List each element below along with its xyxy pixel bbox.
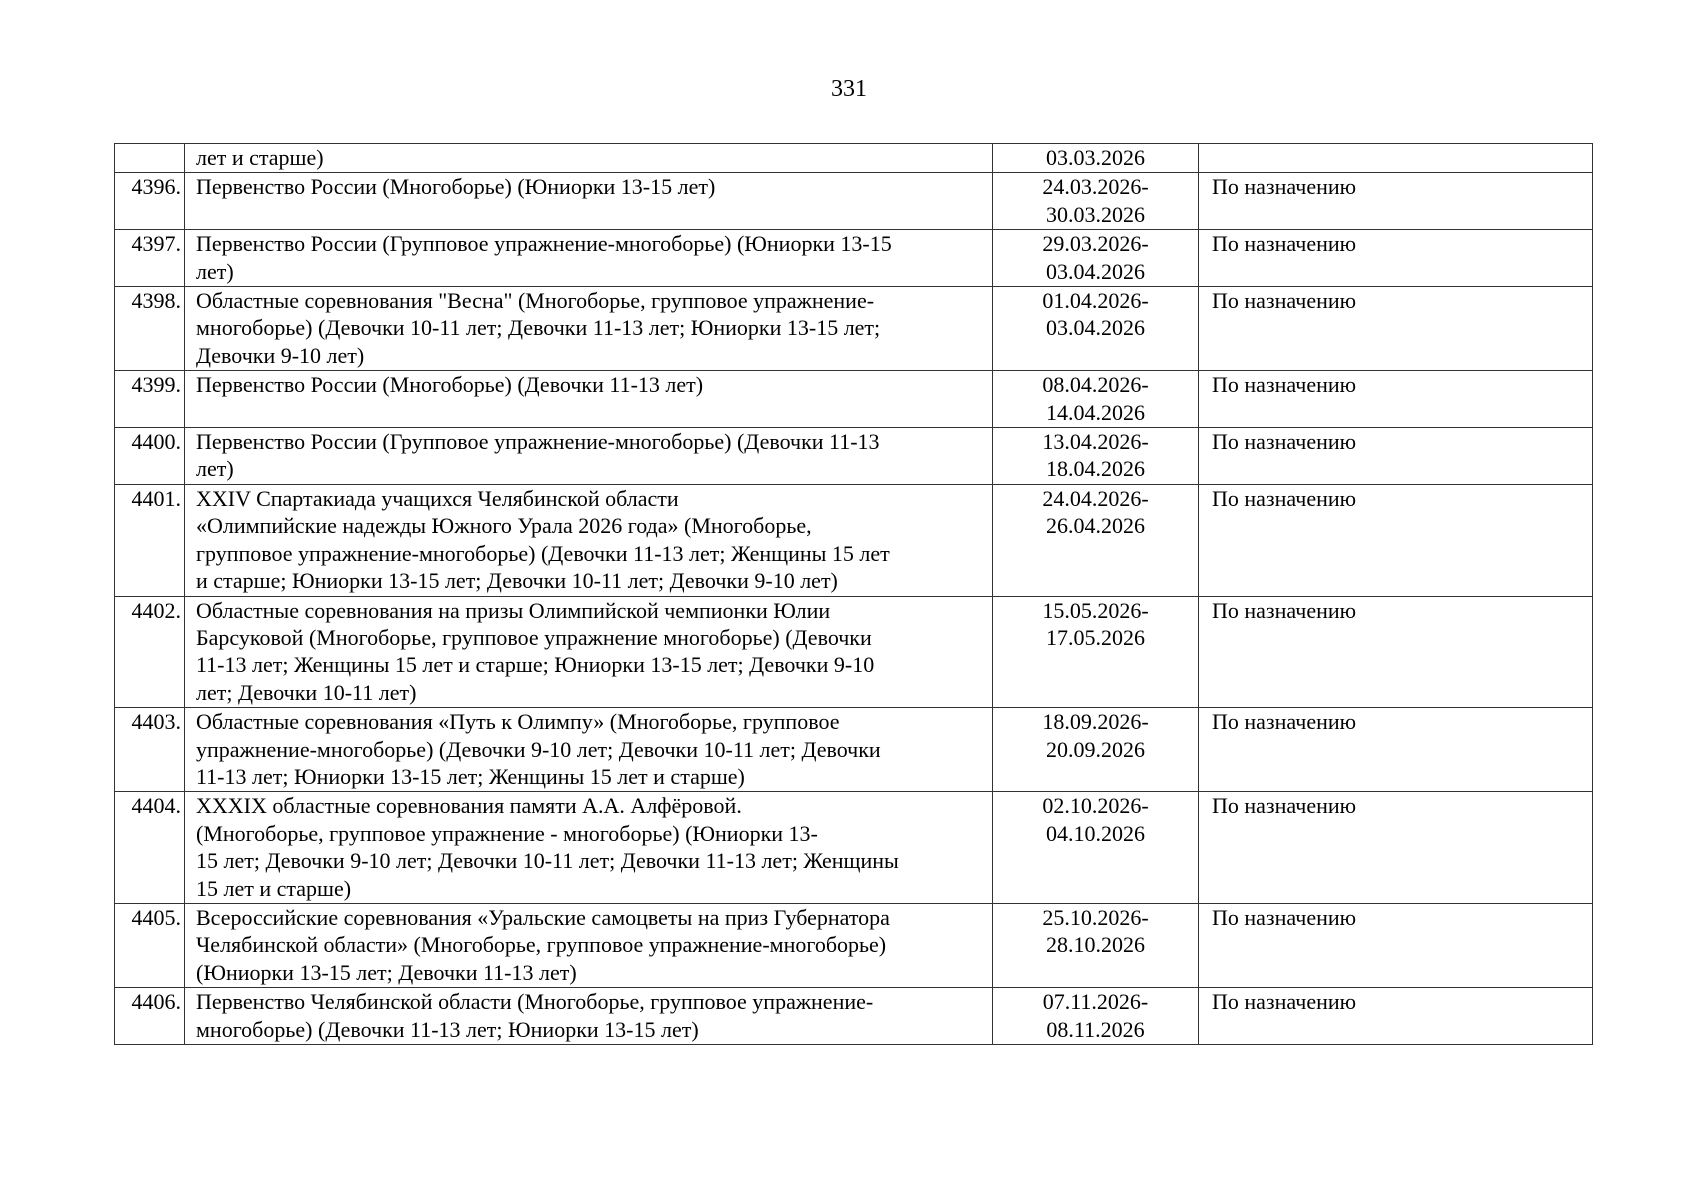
event-dates <box>993 988 1199 1045</box>
event-date-line: 24.03.2026- <box>1042 174 1149 200</box>
event-place: По назначению <box>1199 903 1593 987</box>
event-name-line: 11-13 лет; Женщины 15 лет и старше; Юниорки 13-15 лет; Девочки 9-10 <box>196 652 875 678</box>
event-date-line: 15.05.2026- <box>1042 597 1149 623</box>
event-name-line: Первенство России (Групповое упражнение-многоборье) (Юниорки 13-15 <box>196 231 892 257</box>
event-name-line: Первенство России (Многоборье) (Юниорки 13-15 лет) <box>196 174 716 200</box>
event-name-line: Первенство России (Многоборье) (Девочки 11-13 лет) <box>196 372 704 398</box>
event-date-line: 03.03.2026 <box>1046 145 1145 170</box>
event-date-line: 08.11.2026 <box>1046 1016 1145 1042</box>
event-date-line: 13.04.2026- <box>1042 429 1149 455</box>
event-number: 4400. <box>115 428 185 485</box>
table-row <box>115 903 1593 987</box>
event-name-line: Челябинской области» (Многоборье, групповое упражнение-многоборье) <box>196 932 887 958</box>
event-name-line: Областные соревнования "Весна" (Многоборье, групповое упражнение- <box>196 288 875 314</box>
event-date-line: 30.03.2026 <box>1046 201 1145 227</box>
event-name-line: многоборье) (Девочки 11-13 лет; Юниорки 13-15 лет) <box>196 1016 699 1042</box>
event-dates <box>993 173 1199 230</box>
event-name <box>185 792 993 904</box>
event-dates <box>993 287 1199 371</box>
event-place <box>1199 144 1593 173</box>
event-name <box>185 596 993 708</box>
event-name <box>185 428 993 485</box>
event-name-line: Девочки 9-10 лет) <box>196 342 365 368</box>
event-place: По назначению <box>1199 596 1593 708</box>
events-table-body <box>115 144 1593 1045</box>
event-place: По назначению <box>1199 792 1593 904</box>
event-place: По назначению <box>1199 230 1593 287</box>
event-dates <box>993 230 1199 287</box>
table-row <box>115 988 1593 1045</box>
event-name <box>185 371 993 428</box>
event-date-line: 17.05.2026 <box>1046 624 1145 650</box>
event-name-line: 15 лет и старше) <box>196 875 352 901</box>
event-number: 4398. <box>115 287 185 371</box>
table-row <box>115 792 1593 904</box>
event-date-line: 02.10.2026- <box>1042 793 1149 819</box>
event-dates <box>993 371 1199 428</box>
event-name-line: и старше; Юниорки 13-15 лет; Девочки 10-11 лет; Девочки 9-10 лет) <box>196 568 838 594</box>
event-place: По назначению <box>1199 428 1593 485</box>
event-place: По назначению <box>1199 287 1593 371</box>
event-name-line: (Многоборье, групповое упражнение - многоборье) (Юниорки 13- <box>196 820 818 846</box>
event-name <box>185 287 993 371</box>
event-dates <box>993 903 1199 987</box>
event-date-line: 24.04.2026- <box>1042 485 1149 511</box>
event-name-line: XXXIX областные соревнования памяти А.А. Алфёровой. <box>196 793 742 819</box>
event-date-line: 03.04.2026 <box>1046 315 1145 341</box>
event-date-line: 01.04.2026- <box>1042 288 1149 314</box>
event-name-line: 15 лет; Девочки 9-10 лет; Девочки 10-11 лет; Девочки 11-13 лет; Женщины <box>196 848 899 874</box>
event-number: 4406. <box>115 988 185 1045</box>
event-dates <box>993 428 1199 485</box>
table-row <box>115 371 1593 428</box>
table-row <box>115 230 1593 287</box>
event-name <box>185 173 993 230</box>
event-number <box>115 144 185 173</box>
event-number: 4403. <box>115 708 185 792</box>
event-date-line: 18.09.2026- <box>1042 709 1149 735</box>
event-date-line: 20.09.2026 <box>1046 736 1145 762</box>
table-row <box>115 173 1593 230</box>
event-number: 4396. <box>115 173 185 230</box>
event-date-line: 25.10.2026- <box>1042 904 1149 930</box>
event-name-line: Первенство России (Групповое упражнение-многоборье) (Девочки 11-13 <box>196 429 880 455</box>
event-dates <box>993 144 1199 173</box>
event-name-line: лет и старше) <box>196 145 324 170</box>
event-date-line: 04.10.2026 <box>1046 820 1145 846</box>
event-name-line: Первенство Челябинской области (Многоборье, групповое упражнение- <box>196 989 874 1015</box>
event-name <box>185 903 993 987</box>
event-name-line: Всероссийские соревнования «Уральские самоцветы на приз Губернатора <box>196 904 890 930</box>
event-name-line: «Олимпийские надежды Южного Урала 2026 года» (Многоборье, <box>196 513 812 539</box>
event-date-line: 07.11.2026- <box>1042 989 1149 1015</box>
event-number: 4401. <box>115 484 185 596</box>
event-number: 4404. <box>115 792 185 904</box>
event-name <box>185 484 993 596</box>
event-dates <box>993 708 1199 792</box>
event-name-line: XXIV Спартакиада учащихся Челябинской области <box>196 485 679 511</box>
events-table <box>114 143 1593 1045</box>
table-row <box>115 287 1593 371</box>
event-name-line: (Юниорки 13-15 лет; Девочки 11-13 лет) <box>196 959 577 985</box>
event-name-line: Барсуковой (Многоборье, групповое упражнение многоборье) (Девочки <box>196 624 872 650</box>
event-name-line: Областные соревнования на призы Олимпийской чемпионки Юлии <box>196 597 831 623</box>
event-number: 4405. <box>115 903 185 987</box>
event-date-line: 03.04.2026 <box>1046 258 1145 284</box>
event-name-line: 11-13 лет; Юниорки 13-15 лет; Женщины 15 лет и старше) <box>196 763 745 789</box>
event-place: По назначению <box>1199 371 1593 428</box>
event-name <box>185 144 993 173</box>
event-name-line: многоборье) (Девочки 10-11 лет; Девочки 11-13 лет; Юниорки 13-15 лет; <box>196 315 881 341</box>
event-place: По назначению <box>1199 484 1593 596</box>
event-name-line: лет) <box>196 258 234 284</box>
event-name-line: групповое упражнение-многоборье) (Девочки 11-13 лет; Женщины 15 лет <box>196 540 890 566</box>
event-dates <box>993 792 1199 904</box>
table-row <box>115 708 1593 792</box>
table-row <box>115 428 1593 485</box>
event-name <box>185 988 993 1045</box>
table-row <box>115 596 1593 708</box>
event-number: 4402. <box>115 596 185 708</box>
event-dates <box>993 484 1199 596</box>
event-number: 4397. <box>115 230 185 287</box>
event-place: По назначению <box>1199 988 1593 1045</box>
event-date-line: 14.04.2026 <box>1046 399 1145 425</box>
event-date-line: 29.03.2026- <box>1042 231 1149 257</box>
event-place: По назначению <box>1199 708 1593 792</box>
event-place: По назначению <box>1199 173 1593 230</box>
event-date-line: 08.04.2026- <box>1042 372 1149 398</box>
event-number: 4399. <box>115 371 185 428</box>
event-name <box>185 708 993 792</box>
event-dates <box>993 596 1199 708</box>
event-name-line: лет; Девочки 10-11 лет) <box>196 679 417 705</box>
event-name-line: Областные соревнования «Путь к Олимпу» (Многоборье, групповое <box>196 709 840 735</box>
page-number: 331 <box>831 76 867 102</box>
event-name-line: лет) <box>196 456 234 482</box>
event-name-line: упражнение-многоборье) (Девочки 9-10 лет; Девочки 10-11 лет; Девочки <box>196 736 881 762</box>
table-row <box>115 144 1593 173</box>
event-date-line: 28.10.2026 <box>1046 932 1145 958</box>
table-row <box>115 484 1593 596</box>
event-date-line: 26.04.2026 <box>1046 513 1145 539</box>
event-date-line: 18.04.2026 <box>1046 456 1145 482</box>
event-name <box>185 230 993 287</box>
